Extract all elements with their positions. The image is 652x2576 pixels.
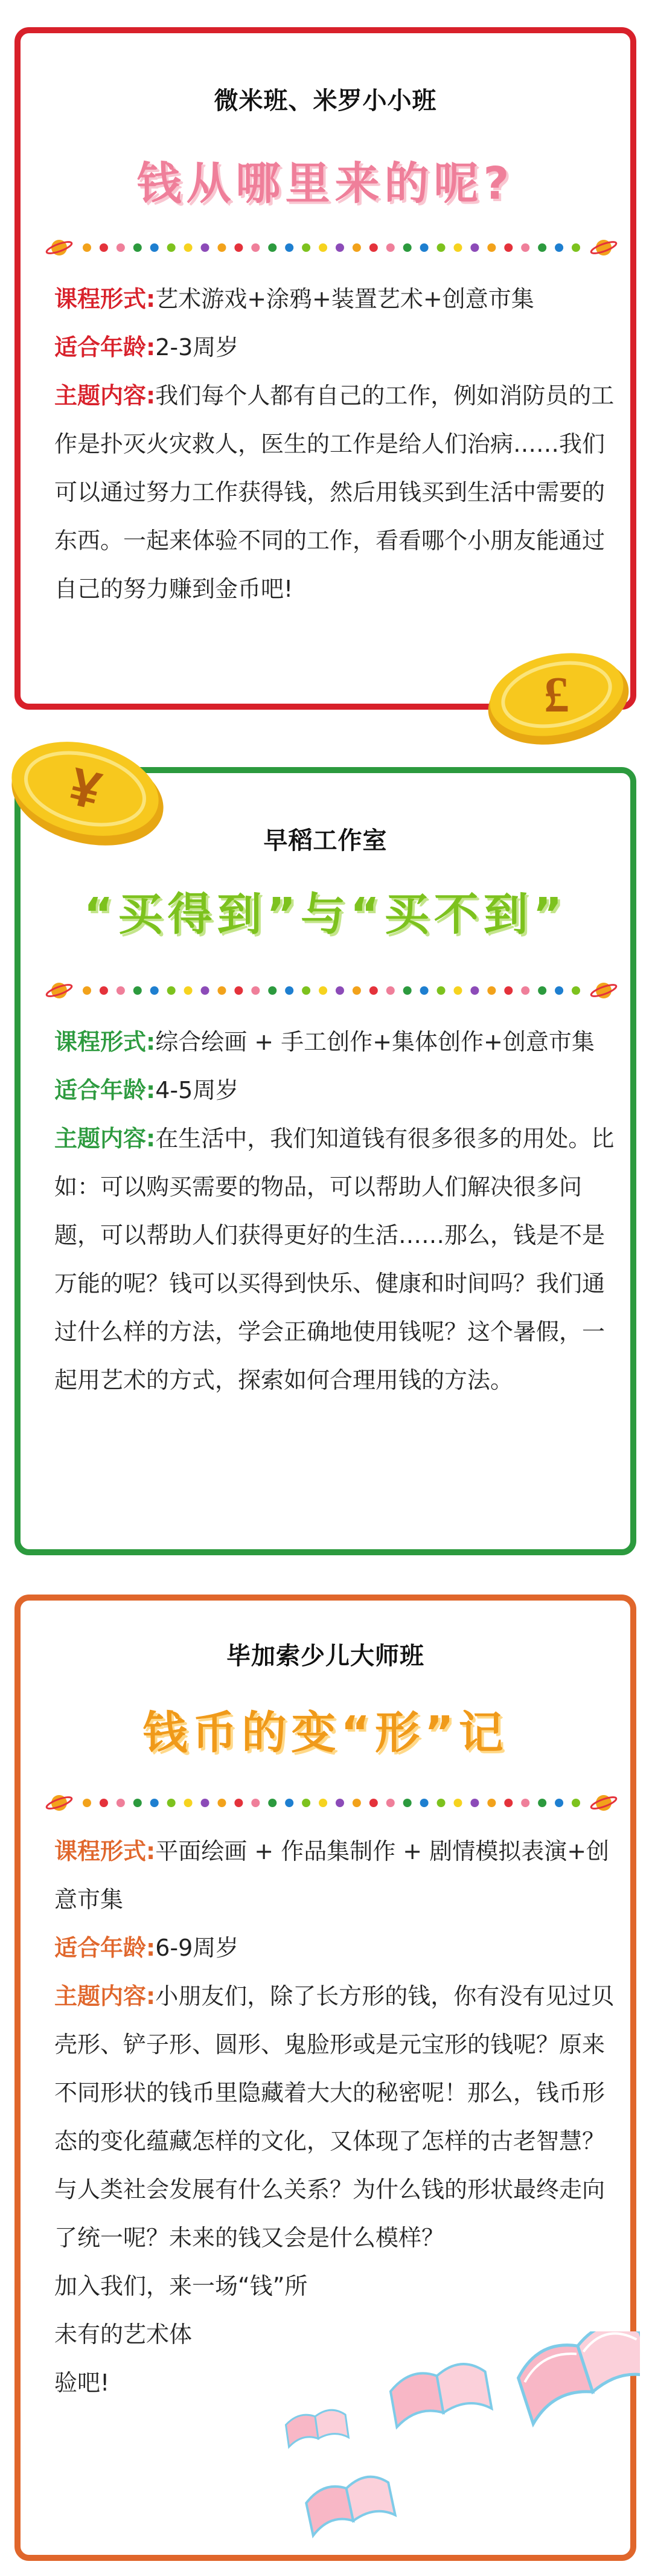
divider-dot [504, 243, 513, 252]
divider-dot [251, 1799, 260, 1807]
divider-dot [369, 986, 378, 995]
divider-dot [555, 986, 563, 995]
divider-dot [386, 986, 395, 995]
divider-dot [386, 1799, 395, 1807]
divider-dot [555, 1799, 563, 1807]
divider-dot [487, 986, 496, 995]
divider-dot [369, 1799, 378, 1807]
age-text: 4-5周岁 [155, 1077, 239, 1103]
divider-dot [251, 986, 260, 995]
divider-dot [319, 1799, 327, 1807]
divider-dot [504, 1799, 513, 1807]
age-text: 6-9周岁 [155, 1935, 239, 1961]
divider-dot [184, 986, 193, 995]
divider-dot [437, 986, 446, 995]
planet-icon [45, 240, 72, 255]
divider-dot [386, 243, 395, 252]
divider-dot [201, 243, 209, 252]
divider-dot [133, 1799, 142, 1807]
divider-dot [83, 986, 91, 995]
dotted-divider [45, 1791, 618, 1815]
age-label: 适合年龄: [54, 1935, 156, 1961]
divider-dot [268, 243, 276, 252]
divider-dot [470, 243, 479, 252]
closing-line: 加入我们，来一场“钱”所 [54, 2273, 308, 2299]
divider-dot [150, 986, 159, 995]
divider-dot [353, 1799, 361, 1807]
content-label: 主题内容: [54, 1125, 156, 1152]
planet-icon [45, 983, 72, 998]
divider-dot [268, 986, 276, 995]
divider-dot [167, 1799, 176, 1807]
divider-dot [100, 1799, 108, 1807]
age-text: 2-3周岁 [155, 334, 239, 361]
divider-dot [150, 1799, 159, 1807]
format-text: 综合绘画 + 手工创作+集体创作+创意市集 [155, 1029, 595, 1055]
divider-dot [521, 243, 529, 252]
dotted-divider [45, 236, 618, 260]
pound-coin-icon [483, 640, 634, 749]
divider-dot [504, 986, 513, 995]
content-text: 我们每个人都有自己的工作，例如消防员的工作是扑灭火灾救人，医生的工作是给人们治病……我们可以通过努力工作获得钱，然后用钱买到生活中需要的东西。一起来体验不同的工作，看看哪个小朋友能通过自己的努力赚到金币吧! [54, 382, 615, 602]
divider-dot [572, 1799, 580, 1807]
course-card-mini [14, 27, 636, 710]
closing-line: 验吧! [54, 2369, 110, 2396]
course-info [54, 1827, 616, 2407]
divider-dot [538, 986, 546, 995]
divider-dot [234, 986, 243, 995]
divider-dot [521, 986, 529, 995]
divider-dot [167, 986, 176, 995]
divider-dot [420, 986, 429, 995]
divider-dot [453, 1799, 462, 1807]
divider-dot [437, 243, 446, 252]
divider-dot [167, 243, 176, 252]
divider-dot [470, 986, 479, 995]
class-name: 早稻工作室 [263, 827, 388, 855]
theme-title: 钱从哪里来的呢? [136, 158, 514, 210]
divider-dot [83, 243, 91, 252]
divider-dot [572, 986, 580, 995]
divider-dot [319, 243, 327, 252]
divider-dot [403, 986, 412, 995]
divider-dot [572, 243, 580, 252]
divider-dot [201, 1799, 209, 1807]
planet-icon [45, 1795, 72, 1811]
coin-symbol: ¥ [63, 756, 107, 821]
divider-dot [100, 986, 108, 995]
theme-title: “买得到”与“买不到” [83, 888, 567, 940]
divider-dot [302, 1799, 310, 1807]
divider-dot [217, 243, 226, 252]
divider-dot [285, 243, 293, 252]
age-label: 适合年龄: [54, 1077, 156, 1103]
divider-dot [302, 243, 310, 252]
divider-dot [234, 1799, 243, 1807]
divider-dot [184, 243, 193, 252]
planet-icon [590, 240, 617, 255]
content-text: 小朋友们，除了长方形的钱，你有没有见过贝壳形、铲子形、圆形、鬼脸形或是元宝形的钱呢？原来不同形状的钱币里隐藏着大大的秘密呢！那么，钱币形态的变化蕴藏怎样的文化，又体现了怎样的古老智慧？与人类社会发展有什么关系？为什么钱的形状最终走向了统一呢？未来的钱又会是什么模样？ [54, 1983, 615, 2251]
divider-dot [83, 1799, 91, 1807]
content-label: 主题内容: [54, 382, 156, 409]
divider-dot [353, 243, 361, 252]
format-label: 课程形式: [54, 286, 156, 312]
divider-dot [117, 1799, 125, 1807]
divider-dot [117, 986, 125, 995]
divider-dot [487, 243, 496, 252]
divider-dot [336, 986, 344, 995]
divider-dot [217, 1799, 226, 1807]
content-text: 在生活中，我们知道钱有很多很多的用处。比如：可以购买需要的物品，可以帮助人们解决很多问题，可以帮助人们获得更好的生活……那么，钱是不是万能的呢？钱可以买得到快乐、健康和时间吗？我们通过什么样的方法，学会正确地使用钱呢？这个暑假，一起用艺术的方式，探索如何合理用钱的方法。 [54, 1125, 615, 1393]
format-text: 艺术游戏+涂鸦+装置艺术+创意市集 [155, 286, 534, 312]
divider-dot [133, 986, 142, 995]
divider-dot [234, 243, 243, 252]
format-label: 课程形式: [54, 1029, 156, 1055]
age-label: 适合年龄: [54, 334, 156, 361]
divider-dot [420, 1799, 429, 1807]
divider-dot [336, 243, 344, 252]
planet-icon [590, 983, 617, 998]
divider-dot [100, 243, 108, 252]
divider-dot [150, 243, 159, 252]
closing-line: 未有的艺术体 [54, 2321, 193, 2348]
course-card-zaodao [14, 767, 636, 1555]
divider-dot [285, 1799, 293, 1807]
divider-dot [369, 243, 378, 252]
format-label: 课程形式: [54, 1838, 156, 1865]
course-info [54, 275, 616, 613]
flying-books-icon [278, 2331, 640, 2549]
course-info [54, 1018, 616, 1404]
format-text: 平面绘画 + 作品集制作 + 剧情模拟表演+创意市集 [54, 1838, 610, 1913]
divider-dot [217, 986, 226, 995]
divider-dot [555, 243, 563, 252]
class-name: 微米班、米罗小小班 [214, 87, 437, 115]
divider-dot [437, 1799, 446, 1807]
divider-dot [453, 986, 462, 995]
divider-dot [184, 1799, 193, 1807]
dotted-divider [45, 978, 618, 1003]
divider-dot [133, 243, 142, 252]
divider-dot [336, 1799, 344, 1807]
divider-dot [487, 1799, 496, 1807]
divider-dot [521, 1799, 529, 1807]
planet-icon [590, 1795, 617, 1811]
divider-dot [285, 986, 293, 995]
divider-dot [268, 1799, 276, 1807]
divider-dot [302, 986, 310, 995]
coin-symbol: £ [544, 667, 569, 723]
divider-dot [251, 243, 260, 252]
yuan-coin-icon [3, 725, 172, 852]
divider-dot [538, 243, 546, 252]
divider-dot [453, 243, 462, 252]
divider-dot [420, 243, 429, 252]
divider-dot [201, 986, 209, 995]
divider-dot [353, 986, 361, 995]
theme-title: 钱币的变“形”记 [142, 1707, 508, 1759]
divider-dot [319, 986, 327, 995]
divider-dot [403, 1799, 412, 1807]
divider-dot [538, 1799, 546, 1807]
divider-dot [470, 1799, 479, 1807]
divider-dot [117, 243, 125, 252]
divider-dot [403, 243, 412, 252]
class-name: 毕加索少儿大师班 [226, 1642, 424, 1670]
content-label: 主题内容: [54, 1983, 156, 2009]
